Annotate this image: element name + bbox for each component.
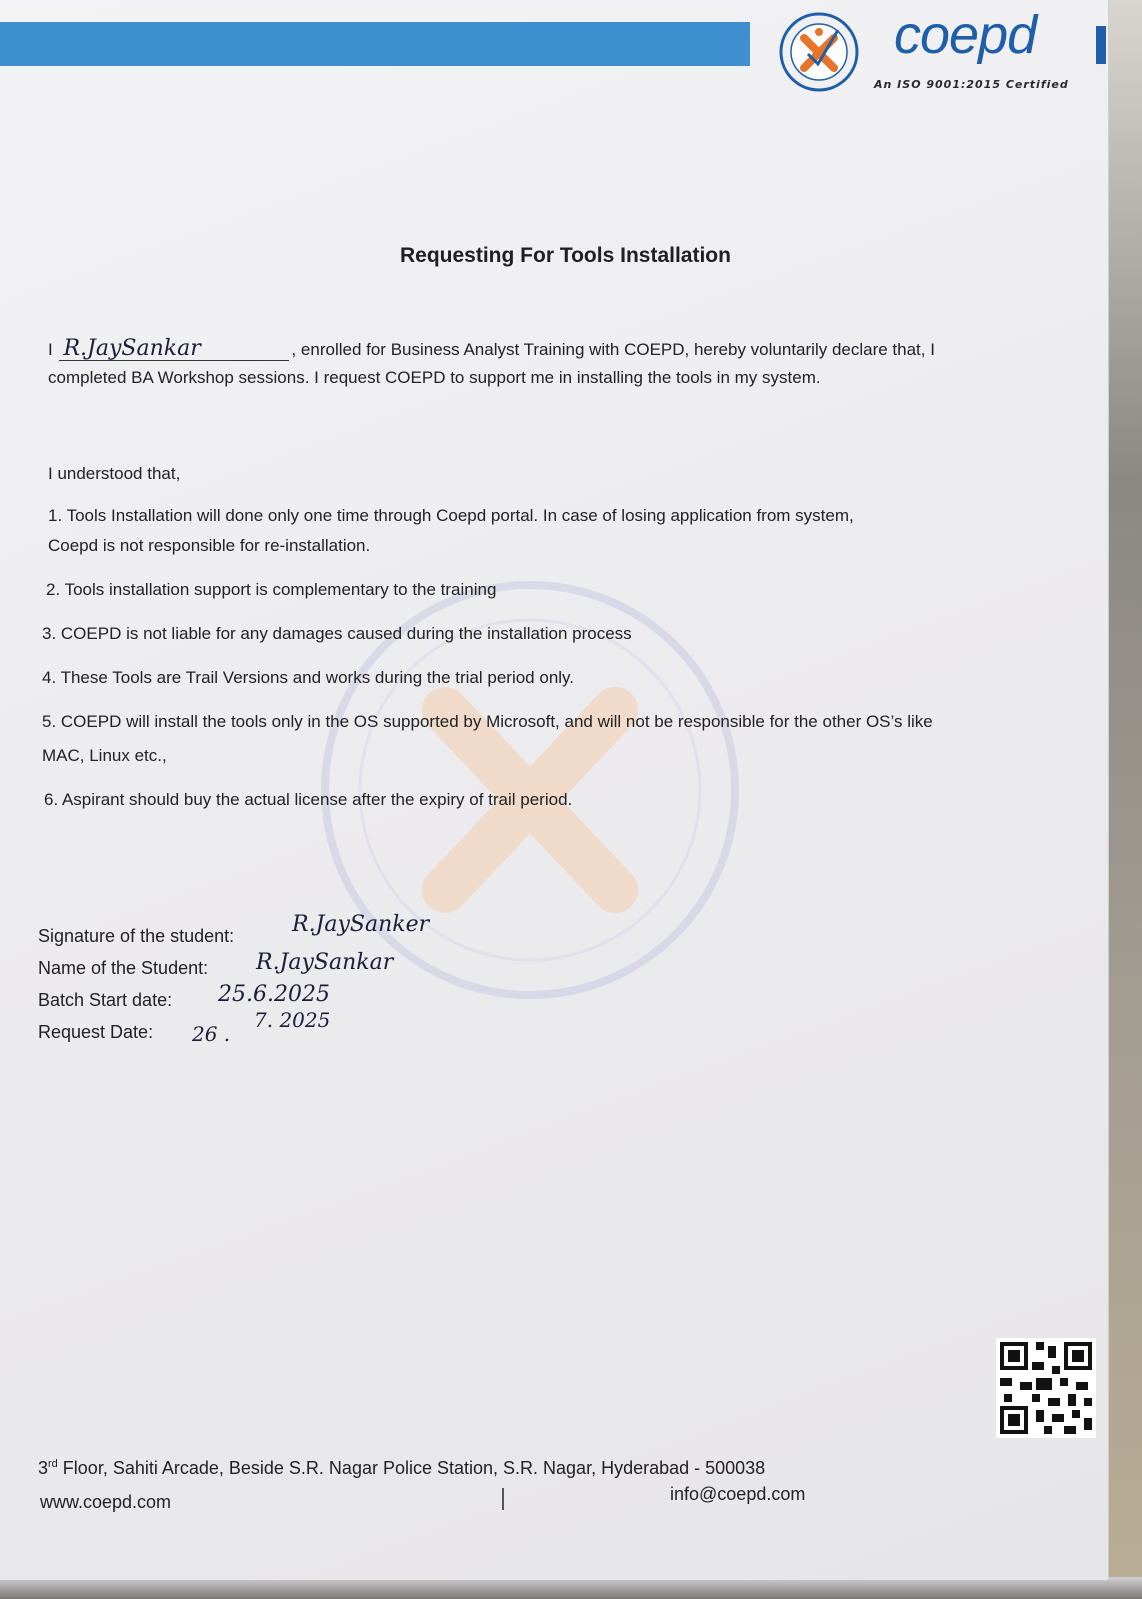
signature-label: Signature of the student:: [38, 926, 235, 946]
batch-start-label: Batch Start date:: [38, 990, 173, 1010]
handwritten-signature: R.JaySanker: [292, 912, 430, 937]
request-date-label: Request Date:: [38, 1022, 154, 1042]
handwritten-batch-date: 25.6.2025: [218, 982, 330, 1007]
student-name-label: Name of the Student:: [38, 958, 209, 978]
coepd-emblem-icon: [764, 4, 874, 96]
brand-logo-text: coepd: [894, 5, 1037, 65]
table-edge-bottom: [0, 1577, 1142, 1599]
term-1-line-1: 1. Tools Installation will done only one time through Coepd portal. In case of losing application from system,: [48, 506, 854, 525]
brand-logo-bar: [1096, 26, 1106, 64]
header-band: [0, 22, 750, 66]
footer-address: [38, 1458, 765, 1479]
iso-certification: An ISO 9001:2015 Certified: [874, 78, 1069, 91]
declaration-prefix: I: [48, 340, 53, 359]
declaration-line-1-text: , enrolled for Business Analyst Training with COEPD, hereby voluntarily declare that, I: [291, 340, 935, 359]
table-edge-right: [1106, 0, 1142, 1599]
term-5-line-1: 5. COEPD will install the tools only in the OS supported by Microsoft, and will not be responsible for the other OS’s like: [42, 712, 933, 731]
footer-website-link[interactable]: www.coepd.com: [40, 1492, 172, 1512]
footer-separator: [502, 1488, 504, 1510]
handwritten-student-name-field: R.JaySankar: [256, 950, 394, 975]
declaration-line-2: completed BA Workshop sessions. I request COEPD to support me in installing the tools in my system.: [48, 368, 821, 387]
term-1-line-2: Coepd is not responsible for re-installation.: [48, 536, 371, 555]
term-5-line-2: MAC, Linux etc.,: [42, 746, 167, 765]
term-2: 2. Tools installation support is complementary to the training: [46, 580, 497, 599]
term-4: 4. These Tools are Trail Versions and works during the trial period only.: [42, 668, 575, 687]
term-3: 3. COEPD is not liable for any damages caused during the installation process: [42, 624, 632, 643]
footer-email-link[interactable]: info@coepd.com: [670, 1484, 806, 1504]
footer-address-floor: 3: [38, 1458, 49, 1478]
declaration-line-1: [48, 338, 935, 361]
qr-code-icon: [996, 1338, 1096, 1438]
page-title: Requesting For Tools Installation: [400, 244, 731, 267]
footer-address-sup: rd: [48, 1458, 58, 1470]
footer-address-rest: Floor, Sahiti Arcade, Beside S.R. Nagar Police Station, S.R. Nagar, Hyderabad - 500038: [57, 1458, 766, 1478]
handwritten-request-day: 26 .: [192, 1022, 231, 1046]
term-6: 6. Aspirant should buy the actual license after the expiry of trail period.: [44, 790, 573, 809]
understood-heading: I understood that,: [48, 464, 181, 483]
handwritten-student-name: R.JaySankar: [59, 338, 289, 361]
handwritten-request-month-year: 7. 2025: [254, 1008, 331, 1032]
